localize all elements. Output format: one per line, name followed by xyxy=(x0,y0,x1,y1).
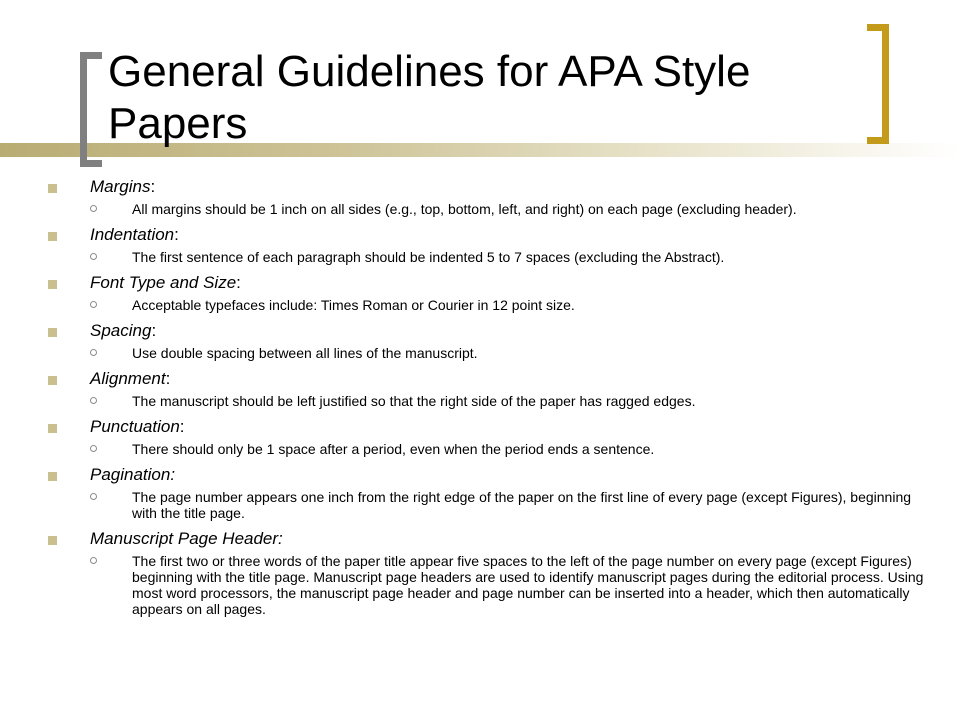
section-spacing xyxy=(48,320,928,361)
square-bullet-icon xyxy=(48,232,57,241)
section-body-text: All margins should be 1 inch on all sides (e.g., top, bottom, left, and right) on each page (excluding header). xyxy=(132,201,797,217)
left-bracket-decoration xyxy=(80,52,102,167)
section-margins xyxy=(48,176,928,217)
section-body xyxy=(48,249,928,265)
section-title: Pagination: xyxy=(90,465,176,484)
section-body xyxy=(48,201,928,217)
section-body xyxy=(48,393,928,409)
section-colon: : xyxy=(165,369,171,388)
section-pagination xyxy=(48,464,928,521)
section-title: Manuscript Page Header: xyxy=(90,529,283,548)
square-bullet-icon xyxy=(48,376,57,385)
section-heading xyxy=(48,224,928,246)
square-bullet-icon xyxy=(48,424,57,433)
circle-bullet-icon xyxy=(90,253,97,260)
section-body xyxy=(48,489,928,521)
section-title: Spacing xyxy=(90,321,152,340)
section-body xyxy=(48,297,928,313)
section-colon: : xyxy=(179,417,185,436)
section-indentation xyxy=(48,224,928,265)
section-colon: : xyxy=(174,225,179,244)
section-title: Alignment xyxy=(90,369,166,388)
section-heading xyxy=(48,368,928,390)
square-bullet-icon xyxy=(48,536,57,545)
square-bullet-icon xyxy=(48,280,57,289)
section-body-text: Acceptable typefaces include: Times Roman or Courier in 12 point size. xyxy=(132,297,575,313)
section-body xyxy=(48,441,928,457)
section-body-text: The page number appears one inch from the right edge of the paper on the first line of every page (except Figures), beginning with the title page. xyxy=(132,489,912,521)
guidelines-list xyxy=(48,176,928,624)
section-heading xyxy=(48,416,928,438)
section-title: Indentation xyxy=(90,225,175,244)
section-heading xyxy=(48,176,928,198)
section-colon: : xyxy=(151,321,157,340)
section-title: Font Type and Size xyxy=(90,273,237,292)
section-heading xyxy=(48,320,928,342)
section-body-text: Use double spacing between all lines of the manuscript. xyxy=(132,345,478,361)
section-colon: : xyxy=(150,177,156,196)
square-bullet-icon xyxy=(48,472,57,481)
circle-bullet-icon xyxy=(90,493,97,500)
section-heading xyxy=(48,272,928,294)
circle-bullet-icon xyxy=(90,445,97,452)
section-punctuation xyxy=(48,416,928,457)
section-body-text: The manuscript should be left justified so that the right side of the paper has ragged edges. xyxy=(132,393,696,409)
square-bullet-icon xyxy=(48,328,57,337)
section-heading xyxy=(48,464,928,486)
section-title: Punctuation xyxy=(90,417,180,436)
section-heading xyxy=(48,528,928,550)
section-body-text: The first two or three words of the paper title appear five spaces to the left of the page number on every page (except Figures) beginning with the title page. Manuscript page headers are used to identify manuscript pages during the editorial process. Using most word processors, the manuscript page header and page number can be inserted into a header, which then automatically appears on all pages. xyxy=(132,553,924,617)
section-title: Margins xyxy=(90,177,151,196)
circle-bullet-icon xyxy=(90,557,97,564)
circle-bullet-icon xyxy=(90,349,97,356)
circle-bullet-icon xyxy=(90,301,97,308)
section-body xyxy=(48,553,928,617)
circle-bullet-icon xyxy=(90,205,97,212)
section-font-type-and-size xyxy=(48,272,928,313)
section-body-text: There should only be 1 space after a period, even when the period ends a sentence. xyxy=(132,441,655,457)
right-bracket-decoration xyxy=(867,24,889,144)
square-bullet-icon xyxy=(48,184,57,193)
section-colon: : xyxy=(236,273,241,292)
slide-title: General Guidelines for APA Style Papers xyxy=(108,47,751,148)
section-body xyxy=(48,345,928,361)
circle-bullet-icon xyxy=(90,397,97,404)
section-alignment xyxy=(48,368,928,409)
section-body-text: The first sentence of each paragraph should be indented 5 to 7 spaces (excluding the Abstract). xyxy=(132,249,725,265)
section-manuscript-page-header xyxy=(48,528,928,617)
